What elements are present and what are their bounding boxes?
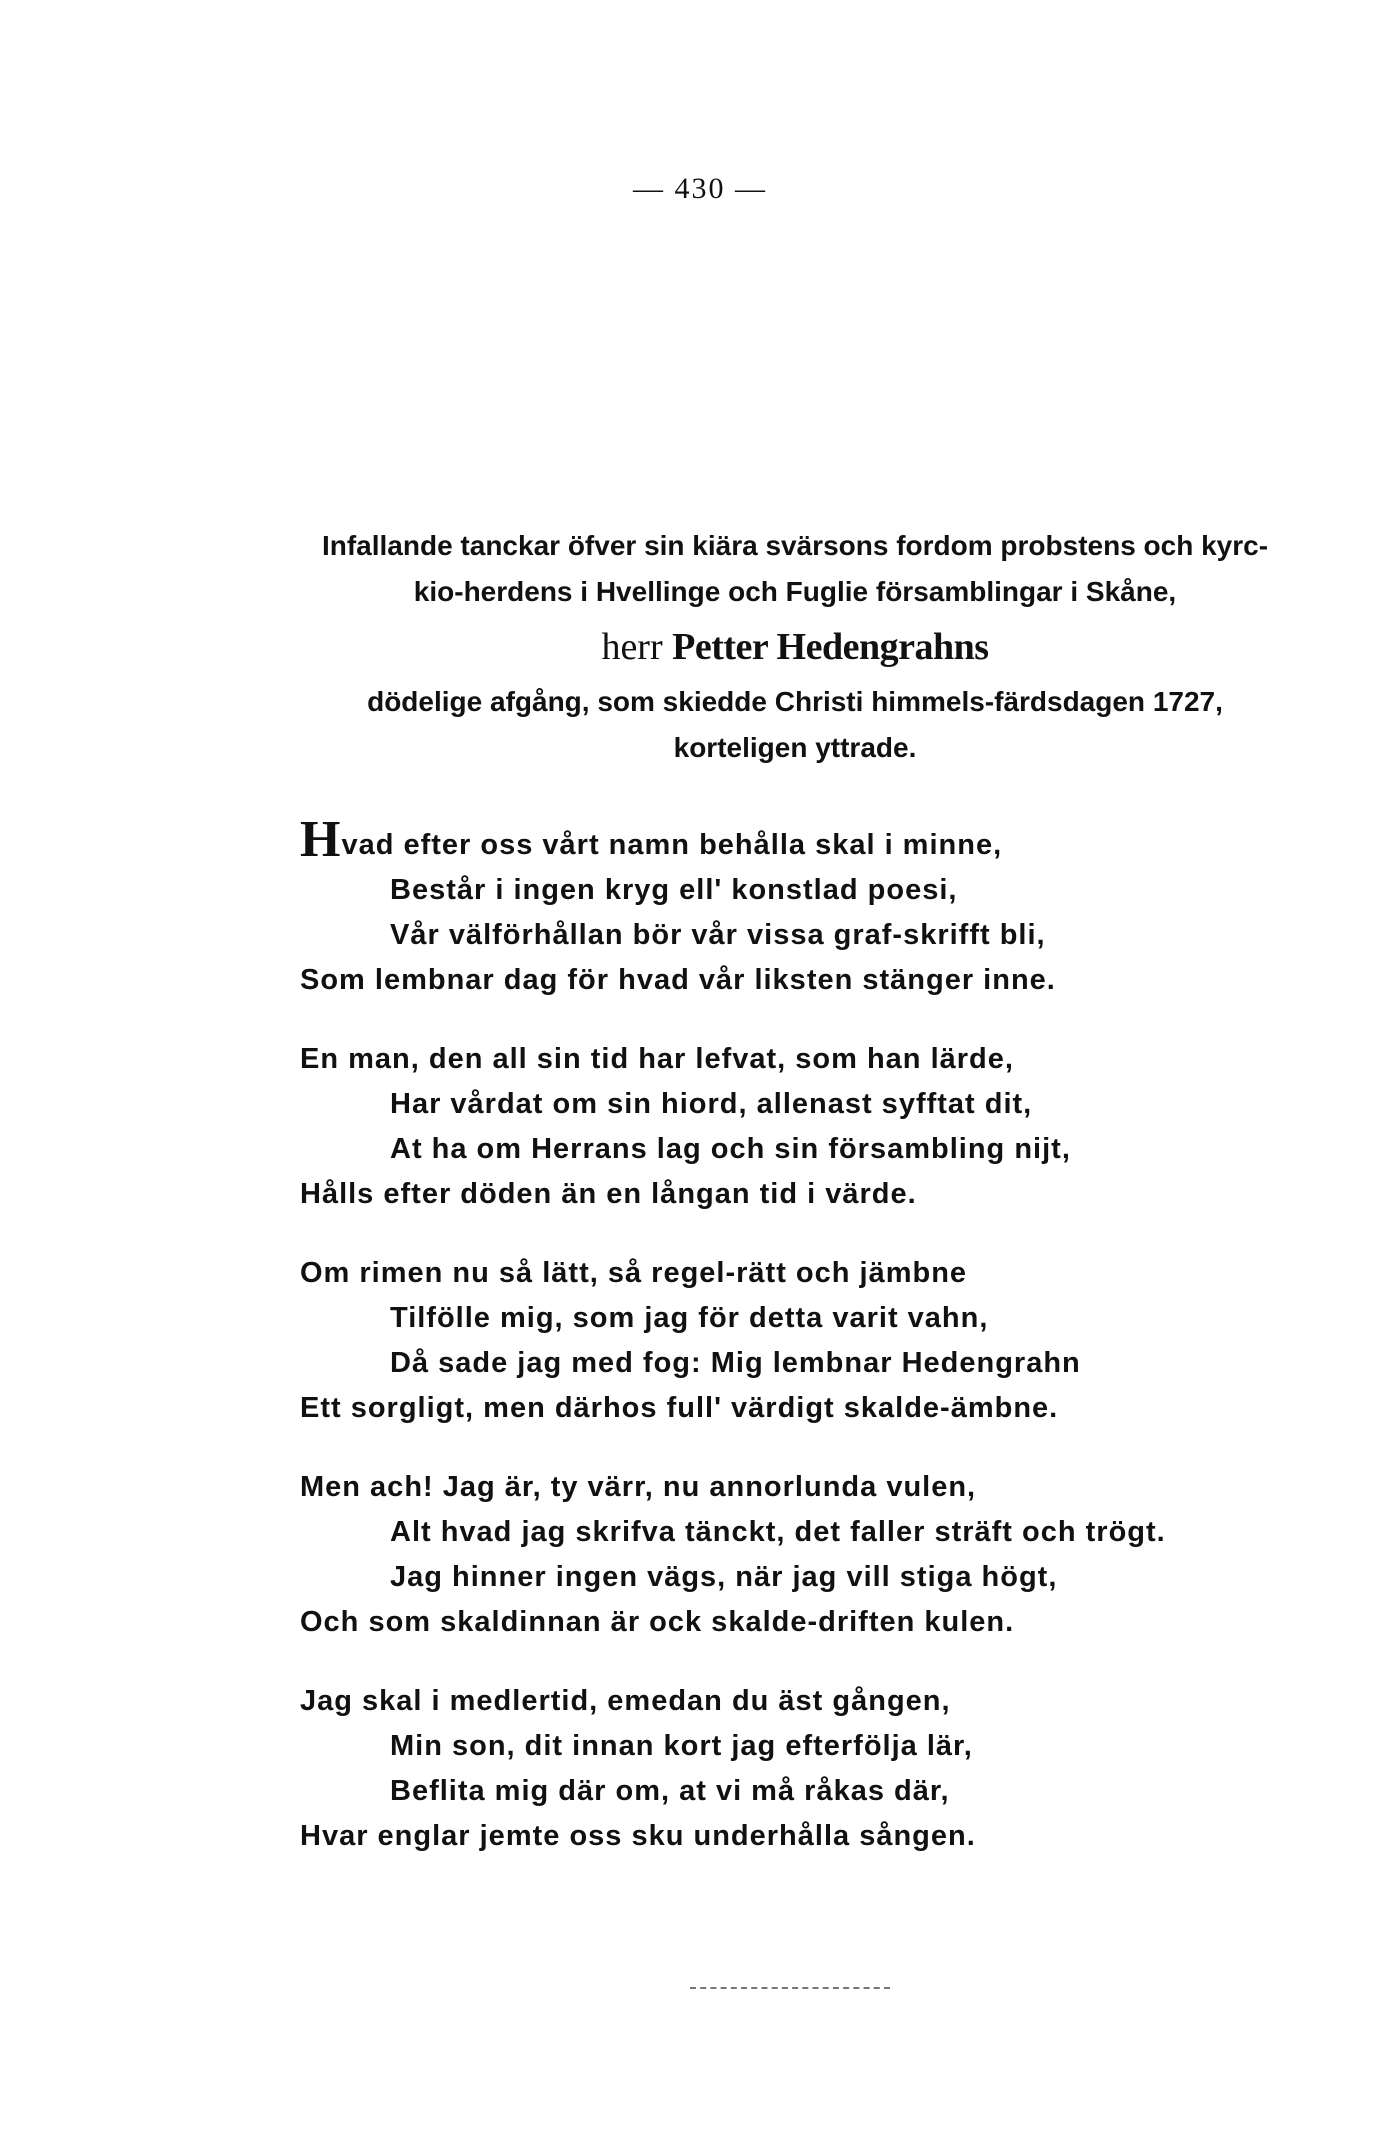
heading-line-2: kio-herdens i Hvellinge och Fuglie församblingar i Skåne, xyxy=(413,576,1177,607)
verse-line: Men ach! Jag är, ty värr, nu annorlunda vulen, xyxy=(300,1471,977,1503)
verse-line-text: vad efter oss vårt namn behålla skal i minne, xyxy=(341,829,1003,861)
verse-line: Består i ingen kryg ell' konstlad poesi, xyxy=(390,874,958,906)
verse-line: Om rimen nu så lätt, så regel-rätt och jämbne xyxy=(300,1257,968,1289)
verse-line: Vår välförhållan bör vår vissa graf-skrifft bli, xyxy=(390,919,1046,951)
end-rule-divider xyxy=(690,1987,890,1989)
verse-line: Som lembnar dag för hvad vår liksten stänger inne. xyxy=(300,964,1056,996)
page-number: — 430 — xyxy=(633,172,767,205)
heading-line-5: korteligen yttrade. xyxy=(673,732,917,763)
poem-heading xyxy=(300,523,1290,771)
verse-line: Har vårdat om sin hiord, allenast syfftat dit, xyxy=(390,1088,1033,1120)
verse-line: Tilfölle mig, som jag för detta varit vahn, xyxy=(390,1302,989,1334)
heading-name-prefix: herr xyxy=(601,626,663,668)
drop-cap: H xyxy=(300,811,342,868)
heading-line-1: Infallande tanckar öfver sin kiära svärsons fordom probstens och kyrc- xyxy=(321,530,1269,561)
verse-line: At ha om Herrans lag och sin försambling nijt, xyxy=(390,1133,1071,1165)
heading-name: Petter Hedengrahns xyxy=(672,626,989,668)
heading-line-4: dödelige afgång, som skiedde Christi himmels-färdsdagen 1727, xyxy=(367,686,1223,717)
stanza-3 xyxy=(300,1251,1300,1431)
verse-line: Jag hinner ingen vägs, när jag vill stiga högt, xyxy=(390,1561,1058,1593)
stanza-5 xyxy=(300,1679,1300,1859)
heading-name-line xyxy=(300,615,1290,679)
verse-line: En man, den all sin tid har lefvat, som han lärde, xyxy=(300,1043,1014,1075)
stanza-4 xyxy=(300,1465,1300,1645)
verse-line: Alt hvad jag skrifva tänckt, det faller sträft och trögt. xyxy=(390,1516,1166,1548)
stanza-1 xyxy=(300,811,1300,1003)
verse-line: Beflita mig där om, at vi må råkas där, xyxy=(390,1775,950,1807)
verse-line: Min son, dit innan kort jag efterfölja lär, xyxy=(390,1730,973,1762)
verse-line: Hålls efter döden än en långan tid i värde. xyxy=(300,1178,917,1210)
verse-line: Hvar englar jemte oss sku underhålla sången. xyxy=(300,1820,976,1852)
stanza-2 xyxy=(300,1037,1300,1217)
verse-line xyxy=(300,811,1300,868)
verse-line: Och som skaldinnan är ock skalde-driften kulen. xyxy=(300,1606,1015,1638)
verse-line: Då sade jag med fog: Mig lembnar Hedengrahn xyxy=(390,1347,1081,1379)
poem-body xyxy=(300,811,1300,1893)
verse-line: Jag skal i medlertid, emedan du äst gången, xyxy=(300,1685,951,1717)
verse-line: Ett sorgligt, men därhos full' värdigt skalde-ämbne. xyxy=(300,1392,1059,1424)
